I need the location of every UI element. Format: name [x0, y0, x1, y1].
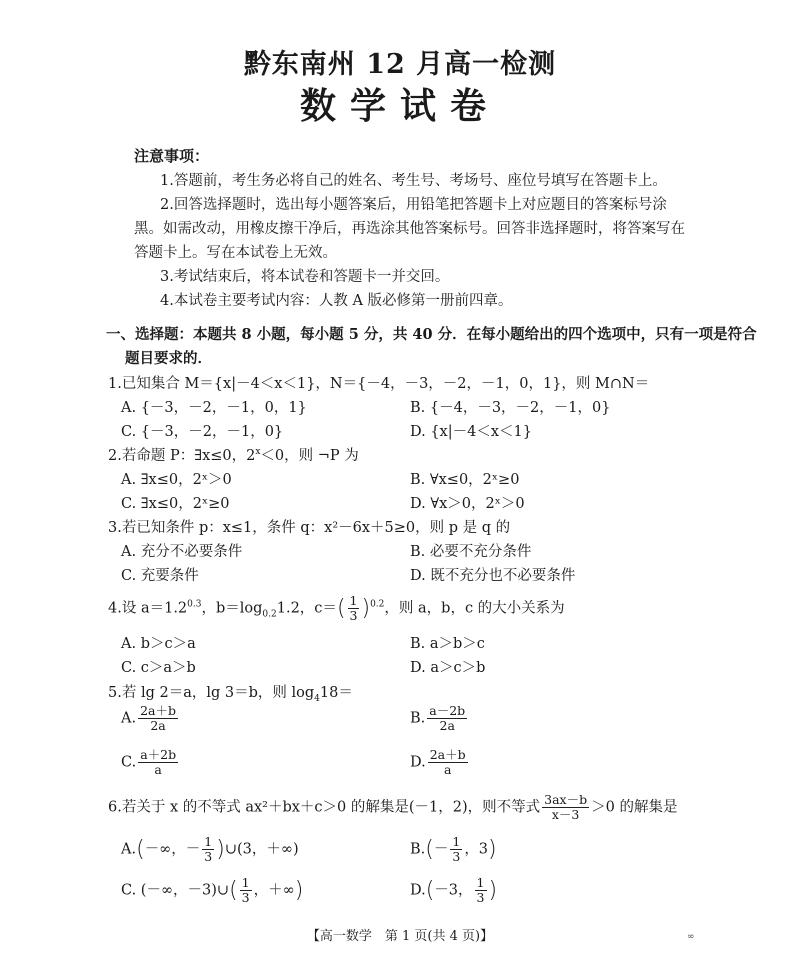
notice-line-6: 4.本试卷主要考试内容：人教 A 版必修第一册前四章。	[160, 293, 513, 309]
question-6-option-a: A.(－∞，－ $\frac{1}{3}$ )∪(3，＋∞)	[121, 834, 299, 864]
question-1-option-a: A. {－3，－2，－1，0，1}	[121, 400, 307, 416]
question-4-stem: 4.设 $a=1.2^{0.3}$，$b=\log_{0.2}1.2$，c＝( $\frac{1}{3}$ )$^{0.2}$，则 a，b，c 的大小关系为	[108, 593, 565, 623]
question-3-stem: 3.若已知条件 p：x≤1，条件 q：x²－6x＋5≥0，则 p 是 q 的	[108, 520, 511, 536]
notice-line-2: 2.回答选择题时，选出每小题答案后，用铅笔把答题卡上对应题目的答案标号涂	[160, 197, 667, 213]
question-1-stem: 1.已知集合 M＝{x|－4＜x＜1}，N＝{－4，－3，－2，－1，0，1}，则 M∩N＝	[108, 376, 650, 392]
question-5-stem: 5.若 lg 2＝a，lg 3＝b，则 $\log_418=$	[108, 685, 353, 704]
question-4-option-d: D. a＞c＞b	[410, 660, 486, 676]
question-5-option-d: D. $\frac{2a+b}{a}$	[410, 747, 466, 777]
question-2-option-b: B. ∀x≤0，2ˣ≥0	[410, 472, 520, 488]
question-6-option-c: C. (－∞，－3)∪( $\frac{1}{3}$ ，＋∞)	[121, 875, 304, 905]
question-5-option-c: C. $\frac{a+2b}{a}$	[121, 747, 177, 777]
question-6-option-d: D.(－3， $\frac{1}{3}$ )	[410, 875, 498, 905]
notice-line-3: 黑。如需改动，用橡皮擦干净后，再选涂其他答案标号。回答非选择题时，将答案写在	[134, 221, 685, 237]
section-instructions-line2: 题目要求的．	[125, 350, 212, 367]
question-3-option-d: D. 既不充分也不必要条件	[410, 568, 576, 584]
question-4-option-b: B. a＞b＞c	[410, 636, 485, 652]
question-2-option-d: D. ∀x＞0，2ˣ＞0	[410, 496, 525, 512]
question-1-option-b: B. {－4，－3，－2，－1，0}	[410, 400, 611, 416]
page-footer: 【高一数学 第 1 页(共 4 页)】	[306, 929, 494, 944]
notice-heading: 注意事项：	[134, 147, 210, 165]
question-5-option-b: B. $\frac{a-2b}{2a}$	[410, 703, 466, 733]
exam-title-subject: 数学试卷	[299, 85, 500, 127]
question-6-stem: 6.若关于 x 的不等式 ax²＋bx＋c＞0 的解集是(－1，2)，则不等式 $\frac{3ax-b}{x-3}$ ＞0 的解集是	[108, 792, 678, 822]
question-3-option-b: B. 必要不充分条件	[410, 544, 532, 560]
notice-line-5: 3.考试结束后，将本试卷和答题卡一并交回。	[160, 269, 450, 285]
section-instructions-line1: 一、选择题：本题共 8 小题，每小题 5 分，共 40 分．在每小题给出的四个选项中，只有一项是符合	[106, 326, 757, 343]
q4-fraction: $\frac{1}{3}$	[349, 593, 358, 623]
notice-line-4: 答题卡上。写在本试卷上无效。	[134, 245, 337, 261]
question-1-option-c: C. {－3，－2，－1，0}	[121, 424, 284, 440]
question-2-stem: 2.若命题 P：∃x≤0，$2^x<0$，则 ¬P 为	[108, 447, 359, 464]
question-3-option-a: A. 充分不必要条件	[121, 544, 243, 560]
question-4-option-a: A. b＞c＞a	[121, 636, 196, 652]
question-3-option-c: C. 充要条件	[121, 568, 199, 584]
notice-line-1: 1.答题前，考生务必将自己的姓名、考生号、考场号、座位号填写在答题卡上。	[160, 173, 667, 189]
question-2-option-c: C. ∃x≤0，2ˣ≥0	[121, 496, 230, 512]
question-6-option-b: B.(－ $\frac{1}{3}$ ，3)	[410, 834, 497, 864]
exam-title-line1: 黔东南州 12 月高一检测	[243, 49, 557, 80]
question-5-option-a: A. $\frac{2a+b}{2a}$	[121, 703, 177, 733]
question-2-option-a: A. ∃x≤0，2ˣ＞0	[121, 472, 232, 488]
question-4-option-c: C. c＞a＞b	[121, 660, 196, 676]
question-1-option-d: D. {x|－4＜x＜1}	[410, 424, 532, 440]
corner-mark: ∞	[687, 932, 695, 942]
